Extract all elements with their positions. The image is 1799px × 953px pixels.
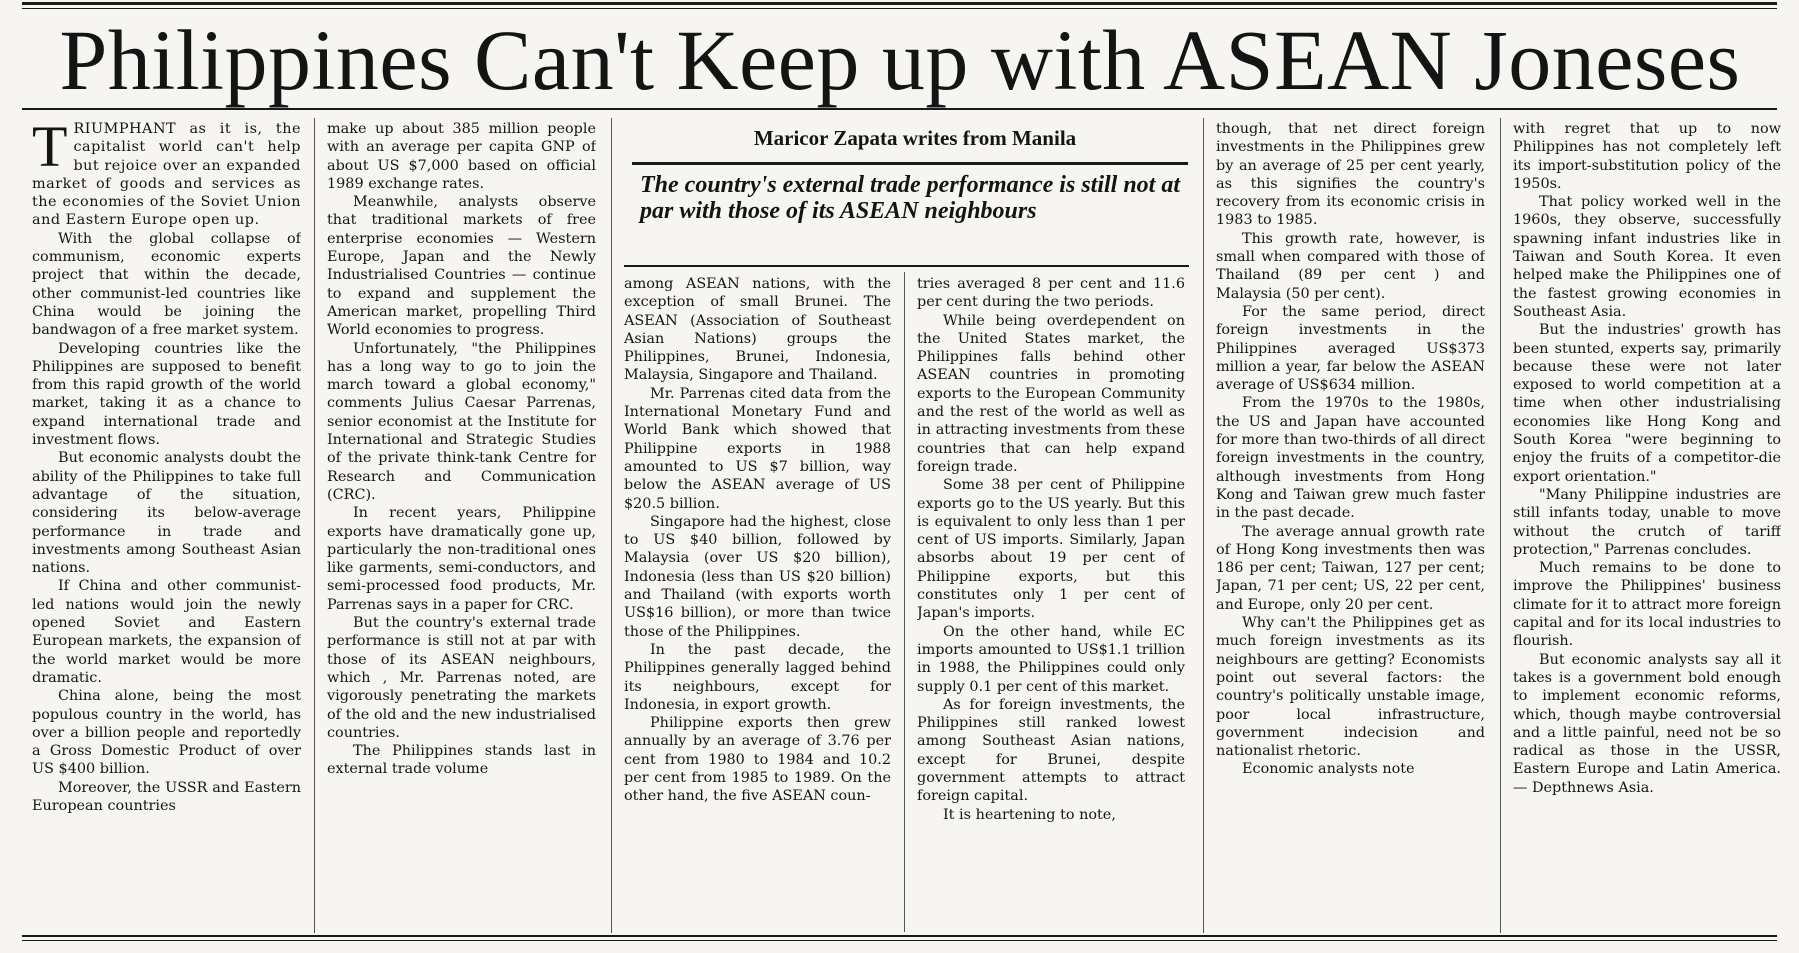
article-paragraph: Meanwhile, analysts observe that traditional markets of free enterprise economies — Western Europe, Japan and the Newly Industrialised Countries — continue to expand and supplement the American market, propelling Third World economies to progress. [327,194,596,339]
article-paragraph [32,120,301,230]
article-paragraph: Some 38 per cent of Philippine exports go to the US yearly. But this is equivalent to only less than 1 per cent of US imports. Similarly, Japan absorbs about 19 per cent of Philippine exports, but this constitutes only 1 per cent of Japan's imports. [917,477,1185,622]
column-divider [904,272,905,932]
article-paragraph: "Many Philippine industries are still infants today, unable to move without the crutch of tariff protection," Parrenas concludes. [1513,486,1781,558]
paragraph-text: RIUMPHANT as it is, the capitalist world can't help but rejoice over an expanded market of goods and services as the economies of the Soviet Union and Eastern Europe open up. [32,121,301,229]
article-paragraph: As for foreign investments, the Philippines still ranked lowest among Southeast Asian nations, except for Brunei, despite government attempts to attract foreign capital. [917,696,1185,805]
byline: Maricor Zapata writes from Manila [753,126,1077,150]
article-paragraph: But the country's external trade performance is still not at par with those of its ASEAN neighbours, which , Mr. Parrenas noted, are vigorously penetrating the markets of the old and the new industrialised countries. [327,615,596,741]
article-paragraph: Moreover, the USSR and Eastern European countries [32,779,301,814]
column-divider [1203,118,1204,933]
article-paragraph: But the industries' growth has been stunted, experts say, primarily because these were not later exposed to world competition at a time when other industrialising economies like Hong Kong and South Korea "were beginning to enjoy the fruits of a competitor-die export orientation." [1513,322,1781,485]
article-paragraph: Economic analysts note [1242,761,1415,778]
article-paragraph: On the other hand, while EC imports amounted to US$1.1 trillion in 1988, the Philippines could only supply 0.1 per cent of this market. [917,623,1185,695]
article-paragraph: Much remains to be done to improve the Philippines' business climate for it to attract more foreign capital and for its local industries to flourish. [1513,560,1781,650]
top-rule [22,2,1777,5]
bottom-rule [22,935,1777,937]
article-paragraph: The average annual growth rate of Hong Kong investments then was 186 per cent; Taiwan, 127 per cent; Japan, 71 per cent; US, 22 per cent, and Europe, only 20 per cent. [1216,523,1485,613]
deck: The country's external trade performance is still not at par with those of its ASEAN neighbours [640,172,1181,224]
column-divider [1500,118,1501,933]
article-paragraph: In recent years, Philippine exports have dramatically gone up, particularly the non-traditional ones like garments, semi-conductors, and semi-processed food products, Mr. Parrenas says in a paper for CRC. [327,505,596,613]
drop-cap: T [32,120,68,179]
article-paragraph: While being overdependent on the United States market, the Philippines falls behind other ASEAN countries in promoting exports to the European Community and the rest of the world as well as in attracting investments from these countries that can help expand foreign trade. [917,312,1185,475]
column-divider [611,118,612,933]
article-column-5 [1216,120,1485,932]
headline: Philippines Can't Keep up with ASEAN Joneses [59,12,1741,108]
article-paragraph: Philippine exports then grew annually by an average of 3.76 per cent from 1980 to 1984 and 10.2 per cent from 1985 to 1989. On the other hand, the five ASEAN coun- [624,715,891,805]
deck-bottom-rule [624,265,1189,267]
article-column-1 [32,120,301,932]
article-paragraph: Why can't the Philippines get as much foreign investments as its neighbours are getting? Economists point out several factors: the country's politically unstable image, poor local infrastructure, government indecision and nationalist rhetoric. [1216,615,1485,760]
article-paragraph: For the same period, direct foreign investments in the Philippines averaged US$373 million a year, far below the ASEAN average of US$634 million. [1216,303,1485,394]
article-paragraph: That policy worked well in the 1960s, they observe, successfully spawning infant industries like in Taiwan and South Korea. It even helped make the Philippines one of the fastest growing economies in Southeast Asia. [1513,194,1781,320]
article-paragraph: From the 1970s to the 1980s, the US and Japan have accounted for more than two-thirds of all direct foreign investments in the country, although investments from Hong Kong and Taiwan grew much faster in the past decade. [1216,395,1485,522]
article-paragraph: Unfortunately, "the Philippines has a long way to go to join the march toward a global economy," comments Julius Caesar Parrenas, senior economist at the Institute for International and Strategic Studies of the private think-tank Centre for Research and Communication (CRC). [327,340,596,503]
article-column-6 [1513,120,1781,932]
article-paragraph: This growth rate, however, is small when compared with those of Thailand (89 per cent ) and Malaysia (50 per cent). [1216,230,1485,302]
article-paragraph: With the global collapse of communism, economic experts project that within the decade, other communist-led countries like China would be joining the bandwagon of a free market system. [32,230,301,339]
bottom-rule-thin [22,940,1777,941]
article-paragraph: If China and other communist-led nations would join the newly opened Soviet and Eastern European markets, the expansion of the world market would be more dramatic. [32,578,301,686]
article-paragraph: tries averaged 8 per cent and 11.6 per cent during the two periods. [917,276,1185,311]
article-paragraph: In the past decade, the Philippines generally lagged behind its neighbours, except for Indonesia, in export growth. [624,641,891,713]
column-divider [314,118,315,933]
article-paragraph: China alone, being the most populous country in the world, has over a billion people and reportedly a Gross Domestic Product of over US $400 billion. [32,688,301,778]
article-paragraph: But economic analysts say all it takes is a government bold enough to implement economic reforms, which, though maybe controversial and a little painful, need not be so radical as those in the USSR, Eastern Europe and Latin America. — Depthnews Asia. [1513,651,1781,796]
article-paragraph: though, that net direct foreign investments in the Philippines grew by an average of 25 per cent yearly, as this signifies the country's recovery from its economic crisis in 1983 to 1985. [1216,121,1485,229]
article-column-3 [624,275,891,932]
article-paragraph: make up about 385 million people with an average per capita GNP of about US $7,000 based on official 1989 exchange rates. [327,121,596,192]
article-paragraph: among ASEAN nations, with the exception of small Brunei. The ASEAN (Association of Southeast Asian Nations) groups the Philippines, Brunei, Indonesia, Malaysia, Singapore and Thailand. [624,276,891,384]
article-paragraph: with regret that up to now Philippines has not completely left its import-substitution policy of the 1950s. [1513,121,1781,192]
headline-rule [22,108,1777,110]
article-paragraph: Singapore had the highest, close to US $40 billion, followed by Malaysia (over US $20 billion), Indonesia (less than US $20 billion) and Thailand (with exports worth US$16 billion), or more than twice those of the Philippines. [624,513,891,640]
article-paragraph: The Philippines stands last in external trade volume [327,743,596,778]
article-paragraph: But economic analysts doubt the ability of the Philippines to take full advantage of the situation, considering its below-average performance in trade and investments among Southeast Asian nations. [32,450,301,577]
article-column-2 [327,120,596,932]
article-paragraph: It is heartening to note, [943,806,1116,823]
article-column-4 [917,275,1185,932]
top-rule-thin [22,8,1777,9]
article-paragraph: Developing countries like the Philippines are supposed to benefit from this rapid growth of the world market, taking it as a chance to expand international trade and investment flows. [32,340,301,449]
article-paragraph: Mr. Parrenas cited data from the International Monetary Fund and World Bank which showed that Philippine exports in 1988 amounted to US $7 billion, way below the ASEAN average of US $20.5 billion. [624,385,891,512]
